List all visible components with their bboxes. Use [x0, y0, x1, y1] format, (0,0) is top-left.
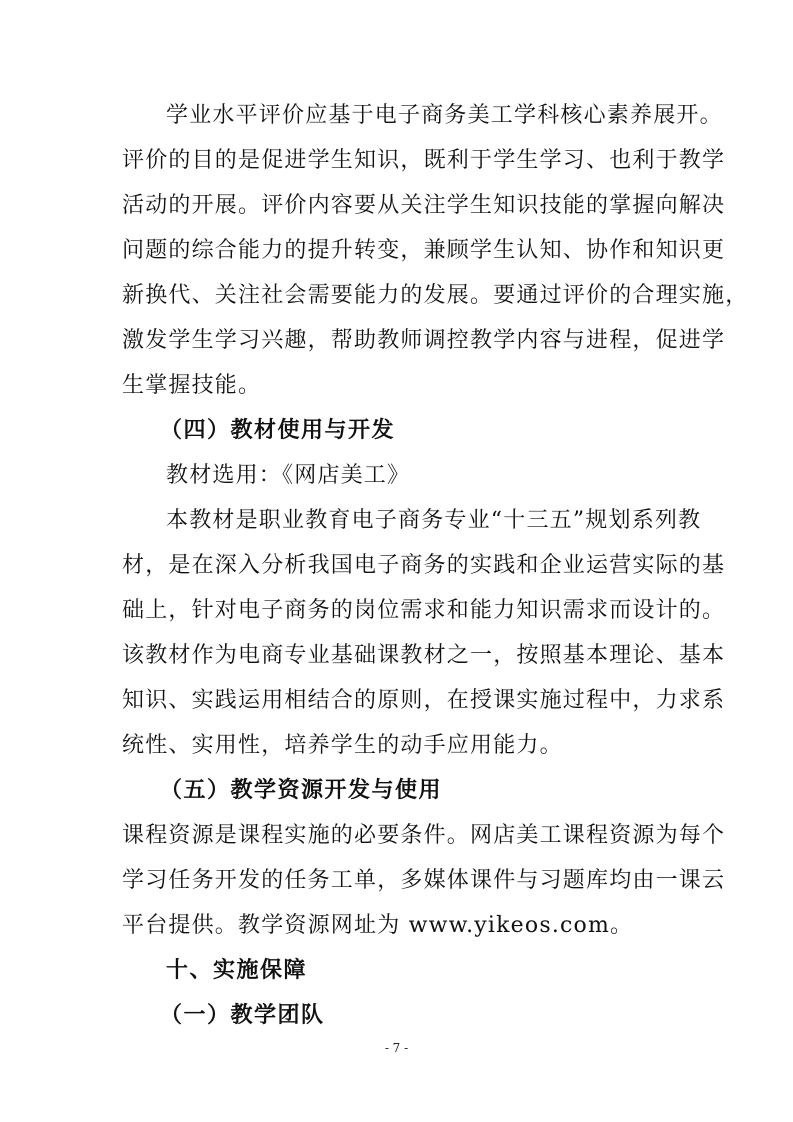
paragraph-line: 统性、实用性，培养学生的动手应用能力。: [122, 733, 563, 758]
paragraph-line: 生掌握技能。: [122, 373, 262, 398]
paragraph-line: 学业水平评价应基于电子商务美工学科核心素养展开。: [166, 103, 723, 128]
paragraph-line: 平台提供。教学资源网址为 www.yikeos.com。: [122, 913, 634, 938]
section-heading: （四）教材使用与开发: [160, 418, 396, 443]
chapter-heading: 十、实施保障: [166, 958, 308, 983]
page-number: - 7 -: [384, 1041, 409, 1055]
paragraph-line: 知识、实践运用相结合的原则，在授课实施过程中，力求系: [122, 688, 726, 713]
paragraph-line: 学习任务开发的任务工单，多媒体课件与习题库均由一课云: [122, 868, 726, 893]
section-heading: （五）教学资源开发与使用: [160, 778, 443, 803]
paragraph-line: 新换代、关注社会需要能力的发展。要通过评价的合理实施，: [122, 283, 749, 308]
paragraph-line: 问题的综合能力的提升转变，兼顾学生认知、协作和知识更: [122, 238, 726, 263]
paragraph-line: 础上，针对电子商务的岗位需求和能力知识需求而设计的。: [122, 598, 726, 623]
paragraph-line: 本教材是职业教育电子商务专业“十三五”规划系列教: [166, 508, 702, 533]
subsection-heading: （一）教学团队: [160, 1003, 325, 1028]
paragraph-line: 活动的开展。评价内容要从关注学生知识技能的掌握向解决: [122, 193, 726, 218]
paragraph-line: 材，是在深入分析我国电子商务的实践和企业运营实际的基: [122, 553, 726, 578]
paragraph-line: 该教材作为电商专业基础课教材之一，按照基本理论、基本: [122, 643, 726, 668]
paragraph-line: 课程资源是课程实施的必要条件。网店美工课程资源为每个: [122, 823, 726, 848]
paragraph-line: 评价的目的是促进学生知识，既利于学生学习、也利于教学: [122, 148, 726, 173]
textbook-selection: 教材选用：《网店美工》: [166, 463, 411, 488]
paragraph-line: 激发学生学习兴趣，帮助教师调控教学内容与进程，促进学: [122, 328, 726, 353]
